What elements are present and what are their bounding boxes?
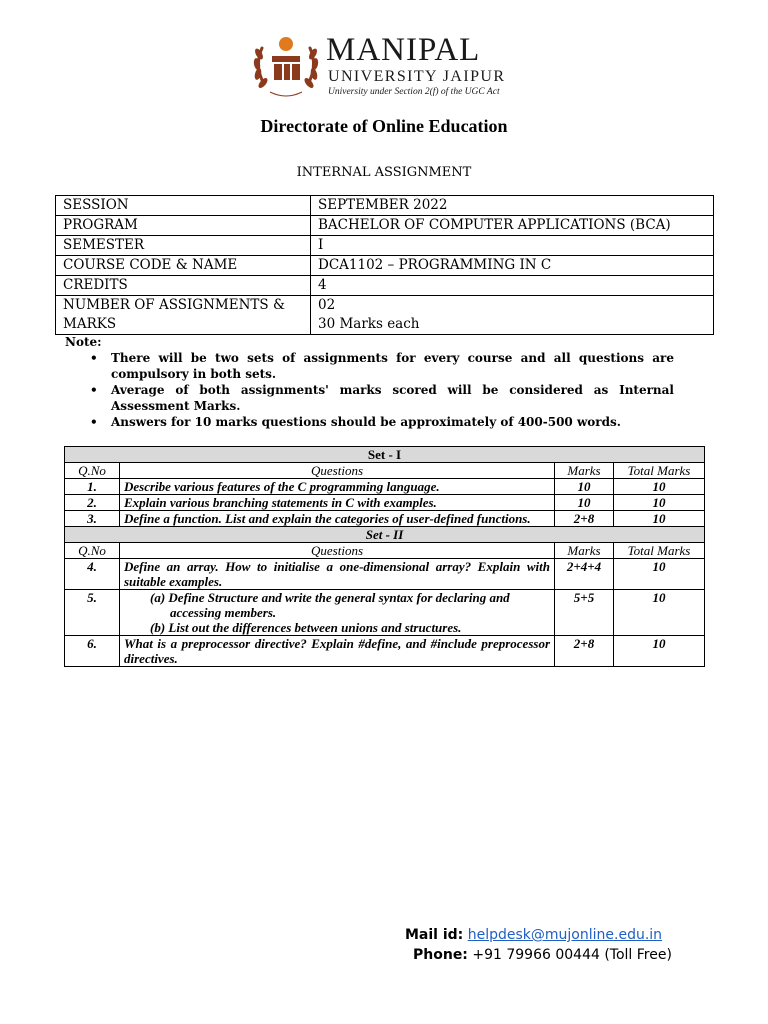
phone-number: +91 79966 00444 (Toll Free) [472,947,672,963]
question-marks: 2+8 [555,511,614,527]
university-subtitle: UNIVERSITY JAIPUR [328,68,506,85]
table-row [65,559,705,590]
marks-each: 30 Marks each [318,316,420,332]
question-number: 4. [65,559,120,590]
info-value: SEPTEMBER 2022 [311,196,714,216]
question-number: 6. [65,636,120,667]
question-marks: 2+4+4 [555,559,614,590]
info-key: CREDITS [56,276,311,296]
header-total: Total Marks [614,463,705,479]
assignment-questions-table [64,446,705,667]
phone-label: Phone: [413,947,468,963]
table-row [65,636,705,667]
info-value: 4 [311,276,714,296]
question-text: Define an array. How to initialise a one-dimensional array? Explain with suitable examples. [120,559,555,590]
note-item: • Answers for 10 marks questions should be approximately of 400-500 words. [90,414,674,430]
note-item: • Average of both assignments' marks scored will be considered as Internal Assessment Marks. [90,382,674,414]
question-marks: 10 [555,495,614,511]
question-marks: 5+5 [555,590,614,636]
info-value: BACHELOR OF COMPUTER APPLICATIONS (BCA) [311,216,714,236]
table-row [65,495,705,511]
note-list [90,350,674,430]
info-value: DCA1102 – PROGRAMMING IN C [311,256,714,276]
header-qno: Q.No [65,463,120,479]
question-marks: 2+8 [555,636,614,667]
question-number: 2. [65,495,120,511]
university-logo [250,30,530,102]
set-header [65,447,705,463]
info-key: SEMESTER [56,236,311,256]
table-row [65,511,705,527]
set-title: Set - I [65,447,705,463]
info-value [311,296,714,335]
info-key: NUMBER OF ASSIGNMENTS & MARKS [56,296,311,335]
question-text: Explain various branching statements in C with examples. [120,495,555,511]
table-row [65,479,705,495]
question-text: Define a function. List and explain the categories of user-defined functions. [120,511,555,527]
question-number: 1. [65,479,120,495]
info-row [56,236,714,256]
info-row [56,196,714,216]
assignment-info-table [55,195,714,335]
header-total: Total Marks [614,543,705,559]
directorate-heading: Directorate of Online Education [260,116,508,136]
mail-row [405,925,672,945]
table-header-row [65,543,705,559]
helpdesk-email-link[interactable]: helpdesk@mujonline.edu.in [467,927,663,943]
question-total: 10 [614,590,705,636]
set-title: Set - II [65,527,705,543]
assignments-count: 02 [318,297,336,313]
university-name: MANIPAL [326,32,481,68]
note-label: Note: [65,335,102,349]
question-number: 3. [65,511,120,527]
set-header [65,527,705,543]
info-row [56,256,714,276]
header-questions: Questions [120,543,555,559]
contact-block [405,925,672,965]
phone-row [405,945,672,965]
info-key: COURSE CODE & NAME [56,256,311,276]
table-row [65,590,705,636]
header-questions: Questions [120,463,555,479]
info-row [56,216,714,236]
info-value: I [311,236,714,256]
info-row [56,276,714,296]
info-row [56,296,714,335]
header-qno: Q.No [65,543,120,559]
note-item: • There will be two sets of assignments for every course and all questions are compulsory in both sets. [90,350,674,382]
info-key: SESSION [56,196,311,216]
header-marks: Marks [555,463,614,479]
document-title: INTERNAL ASSIGNMENT [296,165,472,180]
question-text: What is a preprocessor directive? Explain #define, and #include preprocessor directives. [120,636,555,667]
table-header-row [65,463,705,479]
question-marks: 10 [555,479,614,495]
info-key: PROGRAM [56,216,311,236]
university-tagline: University under Section 2(f) of the UGC Act [328,87,500,97]
question-total: 10 [614,636,705,667]
question-text [120,590,555,636]
mail-label: Mail id: [405,927,464,943]
header-marks: Marks [555,543,614,559]
question-total: 10 [614,511,705,527]
sub-question-b: (b) List out the differences between unions and structures. [150,620,462,635]
question-total: 10 [614,559,705,590]
question-total: 10 [614,495,705,511]
question-text: Describe various features of the C programming language. [120,479,555,495]
sub-question-a: (a) Define Structure and write the general syntax for declaring and accessing members. [150,590,510,620]
question-total: 10 [614,479,705,495]
university-seal-icon [250,30,322,102]
question-number: 5. [65,590,120,636]
